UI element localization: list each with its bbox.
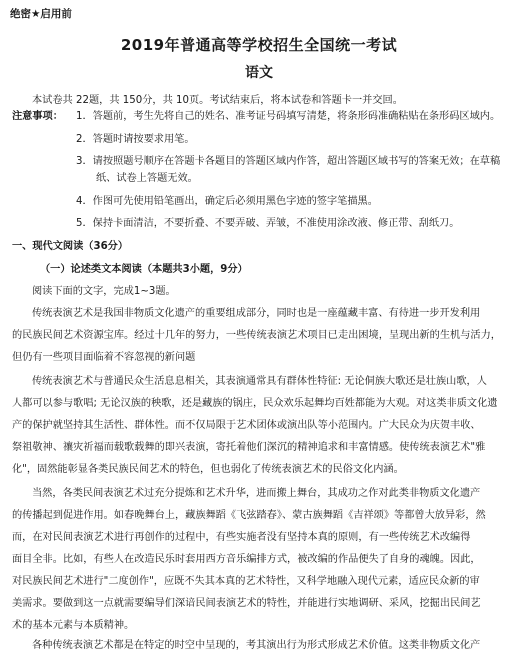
body-line: 对民族民间艺术进行"二度创作"，应既不失其本真的艺术特性，又科学地融入现代元素，适应民众新的审	[12, 576, 480, 587]
notice-item-3: 3．请按照题号顺序在答题卡各题目的答题区域内作答，超出答题区域书写的答案无效；在草稿	[76, 156, 501, 167]
section-heading: 一、现代文阅读（36分）	[12, 241, 129, 252]
body-line: 术的基本元素与本质精神。	[12, 620, 135, 631]
body-line: 的传播起到促进作用。如春晚舞台上，藏族舞蹈《飞弦踏春》、蒙古族舞蹈《吉祥颂》等都曾大放异彩，然	[12, 510, 486, 521]
body-line: 传统表演艺术与普通民众生活息息相关，其表演通常具有群体性特征: 无论侗族大歌还是壮族山歌，人	[32, 376, 487, 387]
body-line: 人都可以参与歌唱; 无论汉族的秧歌，还是藏族的锅庄，民众欢乐起舞均百姓都能为大观。对这类非质文化遗	[12, 398, 498, 409]
notice-label: 注意事项：	[12, 111, 63, 122]
body-line: 祭祖敬神、禳灾祈福而载歌载舞的即兴表演，寄托着他们深沉的精神追求和丰富情感。使传统表演艺术"雅	[12, 442, 486, 453]
body-line: 但仍有一些项目面临着不容忽视的新问题	[12, 352, 196, 363]
instruction-text: 阅读下面的文字，完成1~3题。	[32, 286, 176, 297]
page-title: 2019年普通高等学校招生全国统一考试	[120, 36, 398, 54]
notice-item-4: 4．作图可先使用铅笔画出，确定后必须用黑色字迹的签字笔描黑。	[76, 196, 378, 207]
body-line: 而，在对民间表演艺术进行再创作的过程中，有些实施者没有坚持本真的原则，有一些传统艺术改编得	[12, 532, 471, 543]
body-line: 传统表演艺术是我国非物质文化遗产的重要组成部分，同时也是一座蕴藏丰富、有待进一步开发利用	[32, 308, 481, 319]
body-line: 的民族民间艺术资源宝库。经过十几年的努力，一些传统表演艺术项目已走出困境，呈现出新的生机与活力，	[12, 330, 501, 341]
notice-item-5: 5．保持卡面清洁，不要折叠、不要弄破、弄皱，不准使用涂改液、修正带、刮纸刀。	[76, 218, 460, 229]
notice-item-2: 2．答题时请按要求用笔。	[76, 134, 195, 145]
body-line: 美需求。要做到这一点就需要编导们深谙民间表演艺术的特性，并能进行实地调研、采风，挖掘出民间艺	[12, 598, 481, 609]
notice-item-3-cont: 纸、试卷上答题无效。	[96, 173, 198, 184]
secret-mark: 绝密★启用前	[10, 8, 72, 20]
sub-heading: （一）论述类文本阅读（本题共3小题，9分）	[40, 264, 248, 275]
body-line: 当然，各类民间表演艺术过充分提炼和艺术升华，进而搬上舞台，其成功之作对此类非物质文化遗产	[32, 488, 481, 499]
body-line: 面目全非。比如，有些人在改造民乐时套用西方音乐编排方式，被改编的作品便失了自身的魂魄。因此，	[12, 554, 481, 565]
intro-text: 本试卷共 22题，共 150分，共 10页。考试结束后，将本试卷和答题卡一并交回。	[32, 95, 403, 106]
body-line: 各种传统表演艺术都是在特定的时空中呈现的，考其演出行为形式形成艺术价值。这类非物质文化产	[32, 640, 481, 651]
subject-title: 语文	[245, 65, 273, 81]
body-line: 产的保护就坚持其生活性、群体性。而不仅局限于艺术团体或演出队等小范围内。广大民众为庆贺丰收、	[12, 420, 481, 431]
notice-item-1: 1．答题前，考生先将自己的姓名、准考证号码填写清楚，将条形码准确粘贴在条形码区域内。	[76, 111, 501, 122]
body-line: 化"，固然能彰显各类民族民间艺术的特色，但也弱化了传统表演艺术的民俗文化内涵。	[12, 464, 404, 475]
